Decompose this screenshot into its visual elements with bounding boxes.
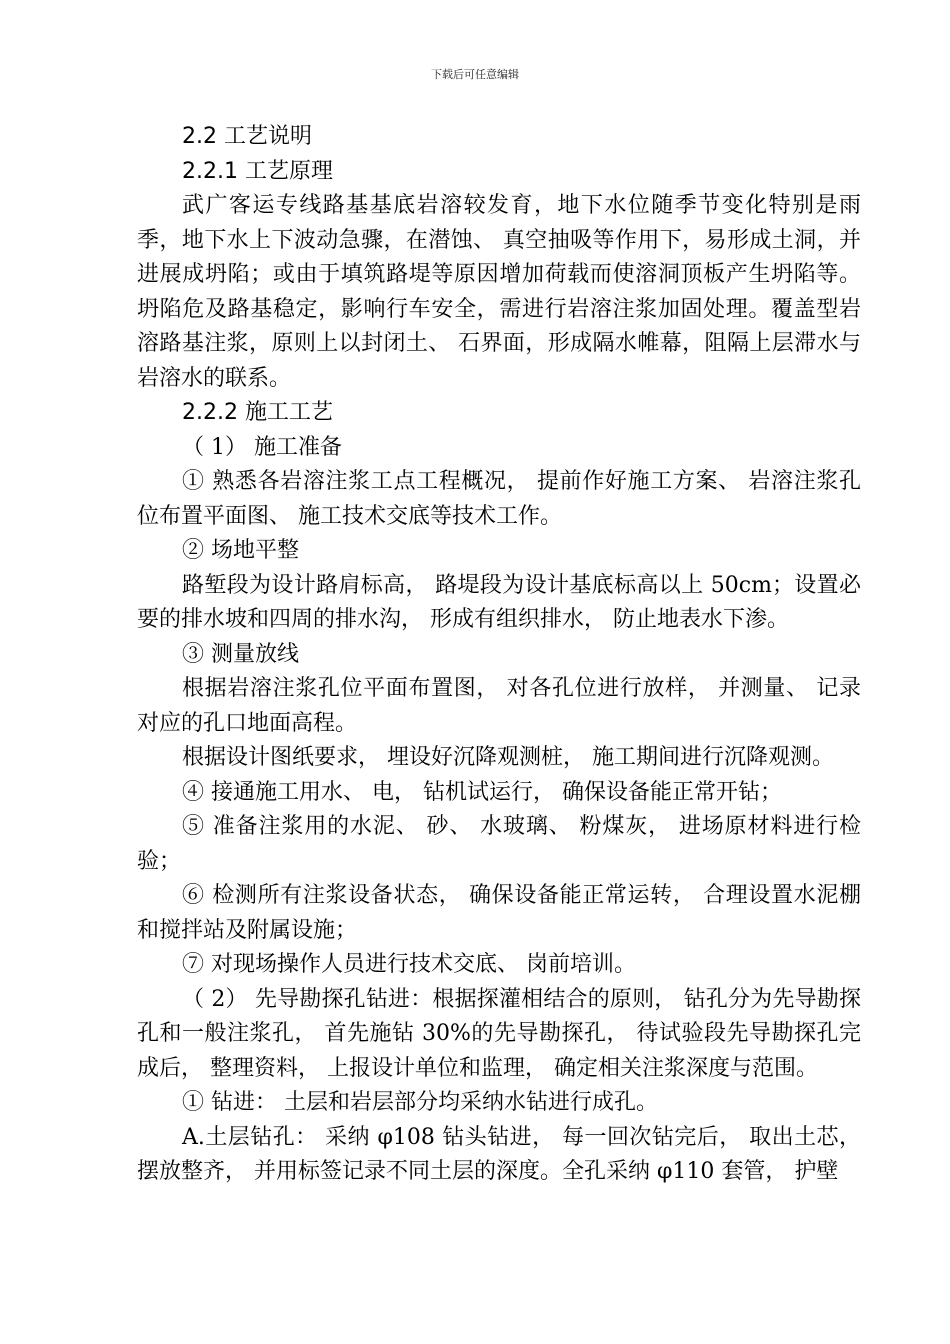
paragraph: 武广客运专线路基基底岩溶较发育，地下水位随季节变化特别是雨季，地下水上下波动急骤，在潜蚀、 真空抽吸等作用下，易形成土洞，并进展成坍陷；或由于填筑路堤等原因增加荷载而使溶洞顶板产生坍陷等。坍陷危及路基稳定，影响行车安全，需进行岩溶注浆加固处理。覆盖型岩溶路基注浆，原则上以封闭土、 石界面，形成隔水帷幕，阻隔上层滞水与岩溶水的联系。 — [137, 193, 861, 391]
paragraph: A.土层钻孔： 采纳 φ108 钻头钻进， 每一回次钻完后， 取出土芯， 摆放整齐， 并用标签记录不同土层的深度。全孔采纳 φ110 套管， 护壁 — [137, 1124, 861, 1184]
item-heading: ② 场地平整 — [182, 538, 299, 563]
subsection-heading: 2.2.2 施工工艺 — [182, 400, 333, 425]
paragraph: ④ 接通施工用水、 电， 钻机试运行， 确保设备能正常开钻； — [182, 779, 782, 805]
paragraph: ⑦ 对现场操作人员进行技术交底、 岗前培训。 — [182, 952, 636, 977]
paragraph: （ 2） 先导勘探孔钻进：根据探灌相结合的原则， 钻孔分为先导勘探孔和一般注浆孔， 首先施钻 30%的先导勘探孔， 待试验段先导勘探孔完成后， 整理资料， 上报设计单位和监理， 确定相关注浆深度与范围。 — [137, 986, 861, 1081]
paragraph: 路堑段为设计路肩标高， 路堤段为设计基底标高以上 50cm；设置必要的排水坡和四周的排水沟， 形成有组织排水， 防止地表水下渗。 — [137, 572, 861, 632]
subsection-heading: 2.2.1 工艺原理 — [182, 158, 333, 184]
paragraph: ⑥ 检测所有注浆设备状态， 确保设备能正常运转， 合理设置水泥棚和搅拌站及附属设施； — [137, 883, 861, 943]
page-header: 下载后可任意编辑 — [431, 68, 519, 81]
paragraph: ① 钻进： 土层和岩层部分均采纳水钻进行成孔。 — [182, 1090, 658, 1115]
item-heading: ③ 测量放线 — [182, 641, 299, 667]
paragraph: 根据设计图纸要求， 埋设好沉降观测桩， 施工期间进行沉降观测。 — [182, 745, 834, 770]
paragraph: ① 熟悉各岩溶注浆工点工程概况， 提前作好施工方案、 岩溶注浆孔位布置平面图、 施工技术交底等技术工作。 — [137, 469, 861, 529]
paragraph: ⑤ 准备注浆用的水泥、 砂、 水玻璃、 粉煤灰， 进场原材料进行检验； — [137, 814, 861, 874]
paragraph: 根据岩溶注浆孔位平面布置图， 对各孔位进行放样， 并测量、 记录对应的孔口地面高程。 — [137, 676, 861, 736]
item-heading: （ 1） 施工准备 — [182, 434, 342, 460]
section-heading: 2.2 工艺说明 — [182, 124, 312, 149]
document-body — [137, 120, 861, 1190]
